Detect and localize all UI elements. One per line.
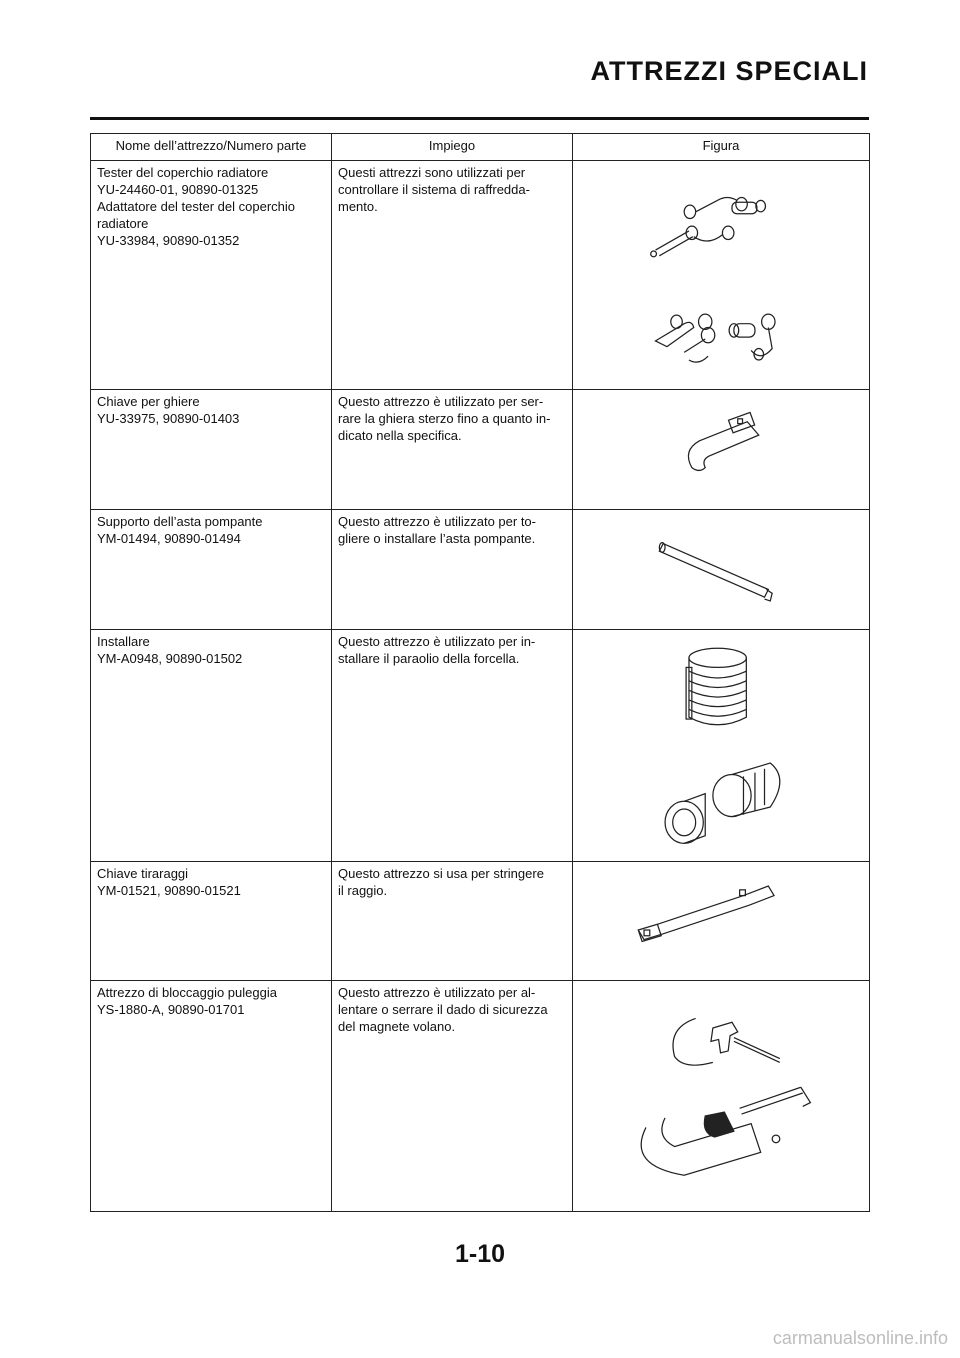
watermark: carmanualsonline.info [772,1328,948,1348]
tool-usage-cell [332,161,573,390]
table-row [91,390,870,510]
usage-line: stallare il paraolio della forcella. [338,650,520,666]
table-row [91,629,870,861]
usage-line: Questo attrezzo è utilizzato per al- [338,985,536,1001]
tool-usage-cell [332,981,573,1212]
tool-name-cell [91,861,332,981]
title-rule [90,117,869,120]
page-number: 1-10 [454,1240,506,1268]
tool-part-number: YM-01494, 90890-01494 [97,530,241,546]
tool-usage-cell [332,629,573,861]
table-row [91,161,870,390]
spoke-wrench-icon [579,865,863,978]
tool-figure-cell [573,629,870,861]
tool-figure-cell [573,509,870,629]
tool-part-number: YU-24460-01, 90890-01325 [97,182,259,197]
radiator-cap-tester-icon [579,164,863,383]
tool-name-line: Attrezzo di bloccaggio puleggia [97,985,277,1001]
ring-nut-wrench-icon [579,393,863,506]
tool-part-number: YU-33975, 90890-01403 [97,411,240,426]
tool-name-line: Adattatore del tester del coperchio [97,199,296,214]
usage-line: rare la ghiera sterzo fino a quanto in- [338,411,551,426]
table-row [91,861,870,981]
tool-figure-cell [573,981,870,1212]
tool-name-line: Chiave per ghiere [97,394,200,409]
usage-line: dicato nella specifica. [338,428,462,443]
tool-part-number: YM-01521, 90890-01521 [97,882,241,898]
special-tools-table [90,133,870,1212]
table-row [91,981,870,1212]
column-header-name: Nome dell’attrezzo/Numero parte [91,134,332,161]
tool-figure-cell [573,861,870,981]
usage-line: del magnete volano. [338,1019,456,1035]
tool-usage-cell [332,861,573,981]
usage-line: Questo attrezzo è utilizzato per to- [338,513,536,529]
tool-usage-cell [332,390,573,510]
tool-name-cell [91,161,332,390]
tool-name-line: Supporto dell’asta pompante [97,513,263,529]
tool-figure-cell [573,390,870,510]
usage-line: mento. [338,199,378,214]
fork-seal-installer-icon [579,633,863,855]
usage-line: il raggio. [338,882,388,898]
tool-name-cell [91,629,332,861]
damper-rod-holder-icon [579,513,863,626]
usage-line: gliere o installare l’asta pompante. [338,530,536,546]
tool-name-cell [91,390,332,510]
tool-part-number: YS-1880-A, 90890-01701 [97,1002,245,1018]
table-header-row [91,134,870,161]
tool-figure-cell [573,161,870,390]
column-header-usage: Impiego [332,134,573,161]
sheave-holder-icon [579,984,863,1205]
tool-name-cell [91,981,332,1212]
usage-line: Questo attrezzo si usa per stringere [338,865,544,881]
tool-name-line: Tester del coperchio radiatore [97,165,269,180]
usage-line: Questo attrezzo è utilizzato per ser- [338,394,544,409]
tool-name-line: Installare [97,633,150,649]
usage-line: Questo attrezzo è utilizzato per in- [338,633,536,649]
usage-line: controllare il sistema di raffredda- [338,182,530,197]
usage-line: lentare o serrare il dado di sicurezza [338,1002,548,1018]
usage-line: Questi attrezzi sono utilizzati per [338,165,526,180]
page-title: ATTREZZI SPECIALI [590,56,868,86]
tool-part-number: YU-33984, 90890-01352 [97,233,240,248]
tool-name-line: Chiave tiraraggi [97,865,189,881]
tool-name-line: radiatore [97,216,149,231]
tool-part-number: YM-A0948, 90890-01502 [97,650,243,666]
table-row [91,509,870,629]
tool-usage-cell [332,509,573,629]
column-header-figure: Figura [573,134,870,161]
tool-name-cell [91,509,332,629]
